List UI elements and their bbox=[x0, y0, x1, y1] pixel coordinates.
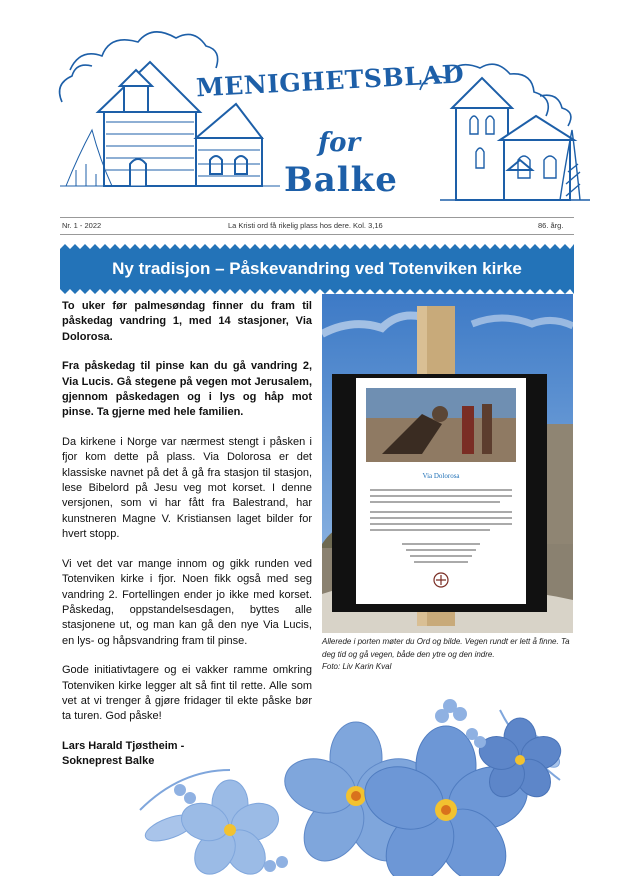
masthead-place-name: Balke bbox=[284, 160, 398, 200]
author-title: Sokneprest Balke bbox=[62, 755, 155, 768]
article-intro-1: To uker før palmesøndag finner du fram til påskedag vandring 1, med 14 stasjoner, Via Dolorosa. bbox=[62, 300, 312, 343]
sign-title: Via Dolorosa bbox=[422, 472, 460, 480]
flower-illustration bbox=[120, 690, 600, 876]
author-name: Lars Harald Tjøstheim - bbox=[62, 739, 185, 752]
headline-banner bbox=[60, 249, 574, 289]
bottom-rule bbox=[60, 234, 574, 235]
photo-credit: Foto: Liv Karin Kval bbox=[322, 662, 392, 671]
masthead-title: MENIGHETSBLAD bbox=[195, 59, 465, 103]
article-paragraph-3: Gode initiativtagere og ei vakker ramme omkring Totenviken kirke legger alt så fint til rette. Alle som vet at vi trenger å gjøre fridager til ekte påske bør ta turen. God påske! bbox=[62, 664, 312, 723]
article-photo bbox=[322, 294, 573, 633]
photo-caption bbox=[322, 636, 574, 674]
bible-verse: La Kristi ord få rikelig plass hos dere. Kol. 3,16 bbox=[228, 221, 383, 230]
article-headline: Ny tradisjon – Påskevandring ved Totenviken kirke bbox=[112, 259, 522, 278]
issue-number: Nr. 1 - 2022 bbox=[62, 221, 102, 230]
volume-number: 86. årg. bbox=[538, 221, 564, 230]
article-intro-2: Fra påskedag til pinse kan du gå vandring 2, Via Lucis. Gå stegene på vegen mot Jerusalem, gjennom påskedagen og i lys og håp mot pinse. Ta gjerne med hele familien. bbox=[62, 360, 312, 419]
article-paragraph-2: Vi vet det var mange innom og gikk runden ved Totenviken kirke i fjor. Noen fikk også med seg vandring 2. Fortellingen ender jo ikke med korset. Påskedag, oppstandelsesdagen, byttes alle stasjonene ut, og man kan gå den nye Via Lucis, en lys- og håpsvandring fram til pinse. bbox=[62, 557, 312, 647]
article-paragraph-1: Da kirkene i Norge var nærmest stengt i påsken i fjor kom dette på plass. Via Dolorosa er det klassiske navnet på det å gå fra stasjon til stasjon, lese Bibelord på Jesu veg mot korset. I denne versjonen, som vi har fått fra Balestrand, har kunstneren Magne V. Kristiansen laget bilder for hvert stopp. bbox=[62, 435, 312, 541]
top-rule bbox=[60, 217, 574, 218]
caption-text: Allerede i porten møter du Ord og bilde. Vegen rundt er lett å finne. Ta deg tid og gå vegen, både den ytre og den indre. bbox=[322, 637, 570, 659]
masthead-for-word: for bbox=[318, 128, 361, 158]
